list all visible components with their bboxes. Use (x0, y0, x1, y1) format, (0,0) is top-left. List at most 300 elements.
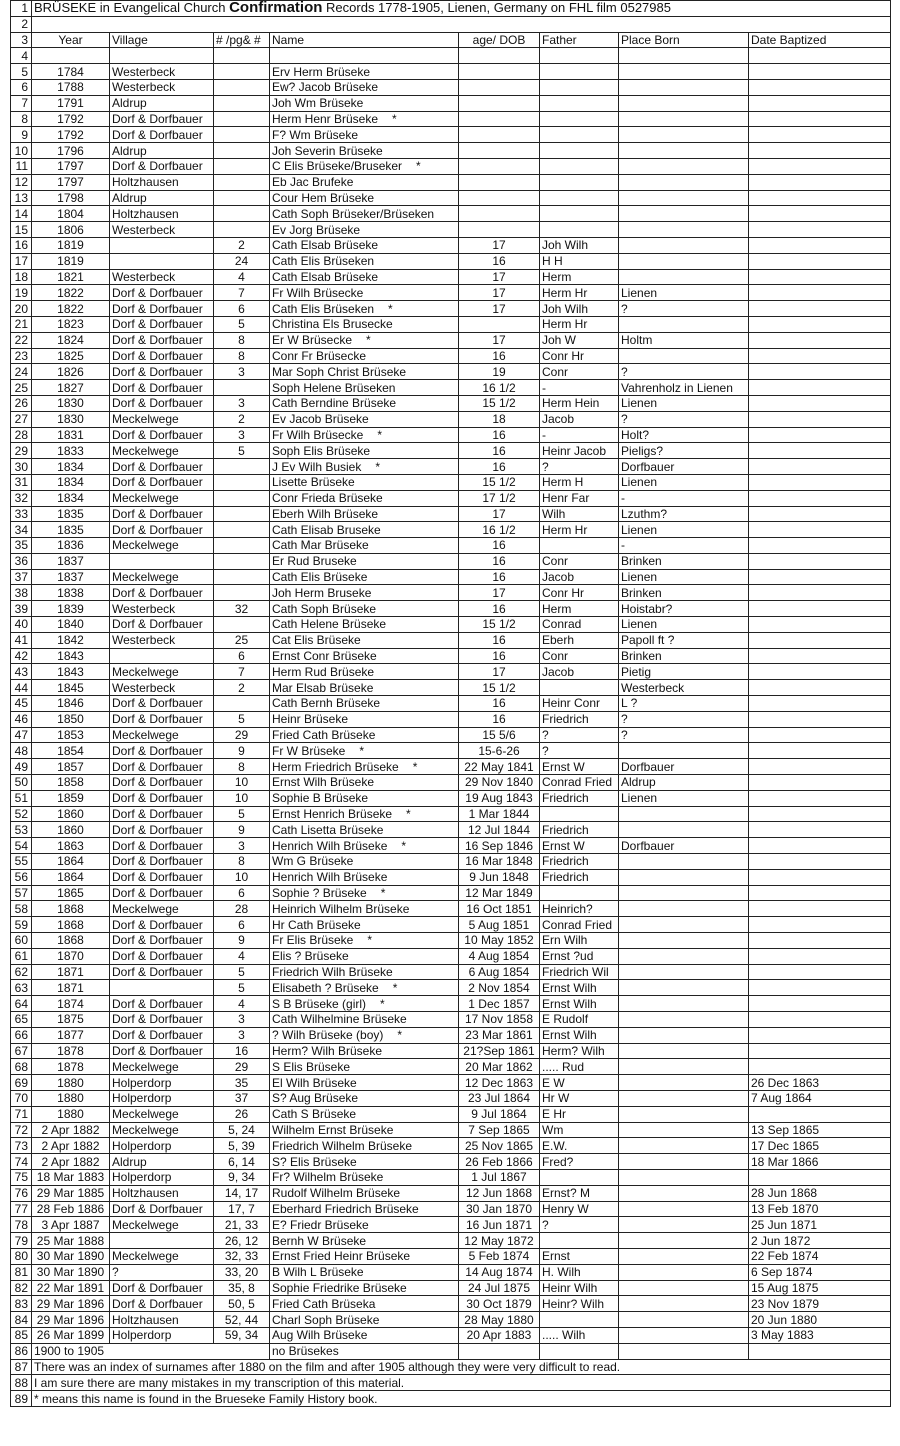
place-born-cell: ? (619, 411, 749, 427)
place-born-cell (619, 1280, 749, 1296)
place-born-cell (619, 79, 749, 95)
row-number: 26 (11, 395, 32, 411)
row-number: 71 (11, 1106, 32, 1122)
table-row (11, 1043, 891, 1059)
table-row (11, 727, 891, 743)
place-born-cell: Lienen (619, 617, 749, 633)
page-cell: 10 (214, 790, 270, 806)
title-row (11, 1, 891, 17)
place-born-cell: Lzuthm? (619, 506, 749, 522)
name-cell (270, 1312, 459, 1328)
age-dob-cell: 22 May 1841 (459, 759, 540, 775)
blank-cell (214, 48, 270, 64)
star-marker: * (388, 301, 393, 316)
village-cell: Dorf & Dorfbauer (110, 285, 214, 301)
year-cell: 1826 (32, 364, 110, 380)
age-dob-cell: 20 Mar 1862 (459, 1059, 540, 1075)
place-born-cell (619, 822, 749, 838)
father-cell: Friedrich (540, 822, 619, 838)
village-cell: Holtzhausen (110, 174, 214, 190)
year-cell: 1845 (32, 680, 110, 696)
page-cell: 28 (214, 901, 270, 917)
father-cell: Friedrich (540, 854, 619, 870)
name-cell (270, 285, 459, 301)
date-baptized-cell (749, 948, 891, 964)
blank-cell (540, 1343, 619, 1359)
village-cell: Meckelwege (110, 901, 214, 917)
year-cell: 1839 (32, 601, 110, 617)
name-cell (270, 1059, 459, 1075)
date-baptized-cell: 13 Feb 1870 (749, 1201, 891, 1217)
page-cell (214, 490, 270, 506)
date-baptized-cell (749, 759, 891, 775)
date-baptized-cell: 3 May 1883 (749, 1327, 891, 1343)
place-born-cell (619, 253, 749, 269)
name-text: Ew? Jacob Brüseke (272, 80, 379, 95)
row-number: 82 (11, 1280, 32, 1296)
village-cell: Dorf & Dorfbauer (110, 917, 214, 933)
name-cell (270, 190, 459, 206)
page-cell: 26 (214, 1106, 270, 1122)
place-born-cell (619, 190, 749, 206)
row-number: 12 (11, 174, 32, 190)
row-number: 89 (11, 1391, 32, 1407)
name-cell (270, 380, 459, 396)
father-cell: Eberh (540, 632, 619, 648)
date-baptized-cell: 13 Sep 1865 (749, 1122, 891, 1138)
date-baptized-cell: 22 Feb 1874 (749, 1248, 891, 1264)
name-text: Hr Cath Brüseke (272, 917, 361, 932)
page-cell: 9, 34 (214, 1169, 270, 1185)
year-cell: 1830 (32, 411, 110, 427)
place-born-cell: Lienen (619, 522, 749, 538)
row-number: 25 (11, 380, 32, 396)
row-number: 6 (11, 79, 32, 95)
village-cell: Dorf & Dorfbauer (110, 838, 214, 854)
village-cell: Aldrup (110, 95, 214, 111)
date-baptized-cell (749, 1012, 891, 1028)
page-cell (214, 95, 270, 111)
father-cell: Jacob (540, 664, 619, 680)
row-number: 36 (11, 553, 32, 569)
father-cell: - (540, 380, 619, 396)
date-baptized-cell: 17 Dec 1865 (749, 1138, 891, 1154)
father-cell: Jacob (540, 569, 619, 585)
village-cell: Dorf & Dorfbauer (110, 427, 214, 443)
table-row (11, 332, 891, 348)
name-text: Friedrich Wilhelm Brüseke (272, 1138, 413, 1153)
year-cell: 26 Mar 1899 (32, 1327, 110, 1343)
note-row (11, 1375, 891, 1391)
name-text: Fr Wilh Brüsecke (272, 427, 364, 442)
table-row (11, 79, 891, 95)
year-cell: 1850 (32, 711, 110, 727)
name-text: Heinrich Wilhelm Brüseke (272, 901, 410, 916)
header-father: Father (540, 32, 619, 48)
village-cell: Dorf & Dorfbauer (110, 696, 214, 712)
age-dob-cell: 5 Aug 1851 (459, 917, 540, 933)
table-row (11, 617, 891, 633)
father-cell: Conrad Fried (540, 917, 619, 933)
table-row (11, 585, 891, 601)
table-row (11, 553, 891, 569)
place-born-cell: Brinken (619, 585, 749, 601)
place-born-cell: Vahrenholz in Lienen (619, 380, 749, 396)
year-cell: 1821 (32, 269, 110, 285)
name-text: S B Brüseke (girl) (272, 996, 367, 1011)
year-cell: 1843 (32, 648, 110, 664)
place-born-cell: Westerbeck (619, 680, 749, 696)
age-dob-cell: 20 Apr 1883 (459, 1327, 540, 1343)
row-number: 87 (11, 1359, 32, 1375)
age-dob-cell: 16 (459, 711, 540, 727)
row-number: 18 (11, 269, 32, 285)
place-born-cell (619, 1012, 749, 1028)
place-born-cell: Aldrup (619, 775, 749, 791)
place-born-cell (619, 933, 749, 949)
row-number: 62 (11, 964, 32, 980)
page-cell (214, 127, 270, 143)
blank-cell (619, 1343, 749, 1359)
date-baptized-cell (749, 411, 891, 427)
age-dob-cell: 15-6-26 (459, 743, 540, 759)
page-cell: 4 (214, 269, 270, 285)
age-dob-cell: 16 (459, 553, 540, 569)
name-text: Henrich Wilh Brüseke (272, 870, 388, 885)
name-text: Conr Fr Brüsecke (272, 348, 367, 363)
place-born-cell (619, 1106, 749, 1122)
row-number: 88 (11, 1375, 32, 1391)
year-cell: 1868 (32, 917, 110, 933)
page-cell: 4 (214, 996, 270, 1012)
page-cell: 6 (214, 301, 270, 317)
age-dob-cell (459, 190, 540, 206)
date-baptized-cell: 28 Jun 1868 (749, 1185, 891, 1201)
row-number: 54 (11, 838, 32, 854)
row-number: 77 (11, 1201, 32, 1217)
row-number: 39 (11, 601, 32, 617)
father-cell (540, 885, 619, 901)
father-cell: E Rudolf (540, 1012, 619, 1028)
name-cell (270, 1296, 459, 1312)
father-cell: Henr Far (540, 490, 619, 506)
name-text: Soph Elis Brüseke (272, 443, 371, 458)
page-cell: 33, 20 (214, 1264, 270, 1280)
village-cell: Dorf & Dorfbauer (110, 1043, 214, 1059)
page-cell: 7 (214, 664, 270, 680)
place-born-cell (619, 885, 749, 901)
table-row (11, 474, 891, 490)
name-text: Elis ? Brüseke (272, 949, 349, 964)
father-cell: Hr W (540, 1090, 619, 1106)
place-born-cell (619, 1059, 749, 1075)
village-cell (110, 980, 214, 996)
year-cell: 1878 (32, 1059, 110, 1075)
father-cell: Joh W (540, 332, 619, 348)
father-cell: ? (540, 743, 619, 759)
note-row (11, 1359, 891, 1375)
name-text: Sophie Friedrike Brüseke (272, 1280, 407, 1295)
table-row (11, 854, 891, 870)
row-number: 55 (11, 854, 32, 870)
name-cell (270, 933, 459, 949)
name-text: Cath Elis Brüseke (272, 570, 368, 585)
date-baptized-cell (749, 996, 891, 1012)
age-dob-cell: 17 (459, 585, 540, 601)
age-dob-cell: 28 May 1880 (459, 1312, 540, 1328)
header-age-dob: age/ DOB (459, 32, 540, 48)
village-cell: Dorf & Dorfbauer (110, 743, 214, 759)
date-baptized-cell: 7 Aug 1864 (749, 1090, 891, 1106)
village-cell: Dorf & Dorfbauer (110, 822, 214, 838)
name-text: S? Aug Brüseke (272, 1091, 359, 1106)
year-cell: 1863 (32, 838, 110, 854)
year-cell: 1843 (32, 664, 110, 680)
table-row (11, 158, 891, 174)
age-dob-cell: 12 Mar 1849 (459, 885, 540, 901)
age-dob-cell: 16 (459, 443, 540, 459)
date-baptized-cell: 23 Nov 1879 (749, 1296, 891, 1312)
year-cell: 1878 (32, 1043, 110, 1059)
village-cell: Holperdorp (110, 1075, 214, 1091)
year-cell: 1838 (32, 585, 110, 601)
date-baptized-cell (749, 364, 891, 380)
name-text: Joh Herm Bruseke (272, 585, 372, 600)
age-dob-cell: 17 (459, 301, 540, 317)
page-cell (214, 222, 270, 238)
page-cell: 6, 14 (214, 1154, 270, 1170)
table-row (11, 237, 891, 253)
row-number: 20 (11, 301, 32, 317)
name-text: Mar Elsab Brüseke (272, 680, 374, 695)
table-row (11, 869, 891, 885)
row-number: 15 (11, 222, 32, 238)
star-marker: * (412, 759, 418, 774)
age-dob-cell: 9 Jun 1848 (459, 869, 540, 885)
year-cell: 1871 (32, 980, 110, 996)
star-marker: * (377, 427, 383, 442)
place-born-cell: - (619, 490, 749, 506)
page-cell: 5 (214, 316, 270, 332)
page-cell (214, 111, 270, 127)
age-dob-cell: 15 1/2 (459, 617, 540, 633)
village-cell: Dorf & Dorfbauer (110, 1027, 214, 1043)
village-cell: Westerbeck (110, 79, 214, 95)
father-cell: Henry W (540, 1201, 619, 1217)
name-text: Cath S Brüseke (272, 1107, 357, 1122)
year-cell: 1837 (32, 569, 110, 585)
name-cell (270, 1169, 459, 1185)
village-cell: Dorf & Dorfbauer (110, 964, 214, 980)
page-cell: 3 (214, 1012, 270, 1028)
father-cell: ..... Rud (540, 1059, 619, 1075)
page-cell: 25 (214, 632, 270, 648)
father-cell: Ernst Wilh (540, 980, 619, 996)
village-cell: Dorf & Dorfbauer (110, 364, 214, 380)
date-baptized-cell (749, 474, 891, 490)
year-cell: 1842 (32, 632, 110, 648)
page-cell (214, 538, 270, 554)
year-cell: 1857 (32, 759, 110, 775)
year-cell: 1870 (32, 948, 110, 964)
blank-cell (270, 48, 459, 64)
row-number: 33 (11, 506, 32, 522)
age-dob-cell: 25 Nov 1865 (459, 1138, 540, 1154)
village-cell: Dorf & Dorfbauer (110, 885, 214, 901)
father-cell (540, 1169, 619, 1185)
name-text: B Wilh L Brüseke (272, 1265, 364, 1280)
date-baptized-cell (749, 285, 891, 301)
year-cell: 1819 (32, 253, 110, 269)
date-baptized-cell: 15 Aug 1875 (749, 1280, 891, 1296)
village-cell: Dorf & Dorfbauer (110, 759, 214, 775)
date-baptized-cell: 2 Jun 1872 (749, 1233, 891, 1249)
row-number: 2 (11, 16, 32, 32)
name-text: Cath Soph Brüseker/Brüseken (272, 206, 435, 221)
blank-cell (32, 16, 891, 32)
star-marker: * (397, 1028, 403, 1043)
village-cell: Westerbeck (110, 680, 214, 696)
name-cell (270, 775, 459, 791)
age-dob-cell: 7 Sep 1865 (459, 1122, 540, 1138)
page-cell: 5 (214, 711, 270, 727)
page-cell (214, 158, 270, 174)
name-cell (270, 111, 459, 127)
page-cell: 5 (214, 806, 270, 822)
row-number: 51 (11, 790, 32, 806)
place-born-cell: Dorfbauer (619, 759, 749, 775)
page-cell (214, 506, 270, 522)
page-cell (214, 459, 270, 475)
age-dob-cell: 16 (459, 696, 540, 712)
village-cell: Dorf & Dorfbauer (110, 1296, 214, 1312)
village-cell: Dorf & Dorfbauer (110, 1201, 214, 1217)
father-cell: Herm? Wilh (540, 1043, 619, 1059)
page-cell: 17, 7 (214, 1201, 270, 1217)
sheet-title (32, 1, 891, 17)
year-cell: 1875 (32, 1012, 110, 1028)
name-cell (270, 1090, 459, 1106)
table-row (11, 490, 891, 506)
date-baptized-cell (749, 237, 891, 253)
father-cell: Ernst Wilh (540, 1027, 619, 1043)
row-number: 38 (11, 585, 32, 601)
village-cell (110, 237, 214, 253)
page-cell: 32, 33 (214, 1248, 270, 1264)
date-baptized-cell (749, 901, 891, 917)
age-dob-cell (459, 316, 540, 332)
row-number: 63 (11, 980, 32, 996)
year-cell: 29 Mar 1896 (32, 1312, 110, 1328)
name-cell (270, 680, 459, 696)
name-text: E? Friedr Brüseke (272, 1217, 369, 1232)
date-baptized-cell (749, 711, 891, 727)
date-baptized-cell (749, 617, 891, 633)
place-born-cell (619, 1233, 749, 1249)
place-born-cell (619, 158, 749, 174)
row-number: 13 (11, 190, 32, 206)
age-dob-cell: 16 (459, 648, 540, 664)
place-born-cell: Lienen (619, 395, 749, 411)
village-cell: Dorf & Dorfbauer (110, 348, 214, 364)
table-row (11, 632, 891, 648)
star-marker: * (359, 743, 365, 758)
age-dob-cell: 24 Jul 1875 (459, 1280, 540, 1296)
father-cell (540, 222, 619, 238)
row-number: 40 (11, 617, 32, 633)
place-born-cell (619, 1138, 749, 1154)
name-text: ? Wilh Brüseke (boy) (272, 1028, 384, 1043)
table-row (11, 1027, 891, 1043)
place-born-cell: Lienen (619, 790, 749, 806)
name-cell (270, 996, 459, 1012)
table-row (11, 1090, 891, 1106)
year-cell: 1822 (32, 285, 110, 301)
village-cell: Dorf & Dorfbauer (110, 506, 214, 522)
page-cell (214, 474, 270, 490)
page-cell: 9 (214, 743, 270, 759)
name-text: Christina Els Brusecke (272, 317, 393, 332)
village-cell: Dorf & Dorfbauer (110, 790, 214, 806)
year-cell: 1835 (32, 506, 110, 522)
father-cell (540, 174, 619, 190)
table-row (11, 1233, 891, 1249)
year-cell: 1806 (32, 222, 110, 238)
page-cell: 3 (214, 395, 270, 411)
table-row (11, 980, 891, 996)
row-number: 41 (11, 632, 32, 648)
note-row (11, 1391, 891, 1407)
name-text: Er W Brüsecke (272, 333, 353, 348)
name-text: Ernst Fried Heinr Brüseke (272, 1249, 411, 1264)
father-cell: Joh Wilh (540, 301, 619, 317)
year-cell: 1792 (32, 127, 110, 143)
age-dob-cell: 14 Aug 1874 (459, 1264, 540, 1280)
place-born-cell: Lienen (619, 285, 749, 301)
year-cell: 1880 (32, 1075, 110, 1091)
row-number: 68 (11, 1059, 32, 1075)
row-number: 81 (11, 1264, 32, 1280)
age-dob-cell: 16 (459, 632, 540, 648)
year-cell: 1791 (32, 95, 110, 111)
table-row (11, 1327, 891, 1343)
name-cell (270, 869, 459, 885)
page-cell (214, 569, 270, 585)
row-number: 43 (11, 664, 32, 680)
year-cell: 1804 (32, 206, 110, 222)
father-cell (540, 111, 619, 127)
row-number: 30 (11, 459, 32, 475)
name-text: Herm? Wilh Brüseke (272, 1043, 383, 1058)
table-row (11, 1138, 891, 1154)
transcription-table (10, 0, 891, 1407)
place-born-cell (619, 743, 749, 759)
name-cell (270, 885, 459, 901)
page-cell: 7 (214, 285, 270, 301)
date-baptized-cell (749, 1043, 891, 1059)
row-number: 57 (11, 885, 32, 901)
name-text: Cath Elis Brüseken (272, 254, 375, 269)
village-cell: Meckelwege (110, 443, 214, 459)
table-row (11, 696, 891, 712)
name-cell (270, 395, 459, 411)
star-marker: * (380, 996, 385, 1011)
row-number: 11 (11, 158, 32, 174)
father-cell: Conrad (540, 617, 619, 633)
year-cell: 1837 (32, 553, 110, 569)
village-cell: Aldrup (110, 190, 214, 206)
name-cell (270, 174, 459, 190)
